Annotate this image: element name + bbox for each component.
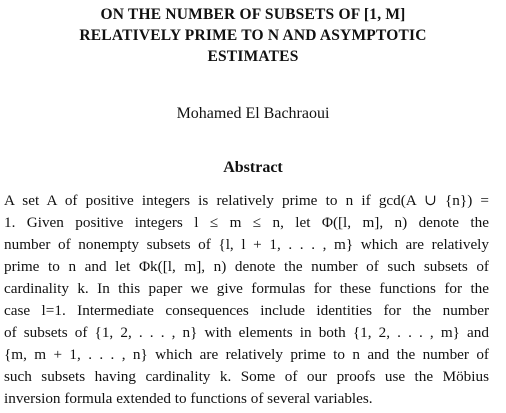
title-line-2: RELATIVELY PRIME TO N AND ASYMPTOTIC	[79, 27, 427, 44]
title-line-1: ON THE NUMBER OF SUBSETS OF [1, M]	[100, 6, 406, 23]
abstract-line: number of nonempty subsets of {l, l + 1, . . . , m} which are relatively	[4, 236, 489, 253]
abstract-line: cardinality k. In this paper we give formulas for these functions for the	[4, 280, 489, 297]
abstract-line: such subsets having cardinality k. Some of our proofs use the Möbius	[4, 368, 489, 385]
paper-title	[0, 4, 506, 67]
abstract-body	[4, 190, 489, 410]
abstract-line: of subsets of {1, 2, . . . , n} with elements in both {1, 2, . . . , m} and	[4, 324, 489, 341]
abstract-line: prime to n and let Φk([l, m], n) denote the number of such subsets of	[4, 258, 489, 275]
abstract-line: A set A of positive integers is relatively prime to n if gcd(A ∪ {n}) =	[4, 192, 489, 209]
abstract-line: 1. Given positive integers l ≤ m ≤ n, let Φ([l, m], n) denote the	[4, 214, 489, 231]
author-name: Mohamed El Bachraoui	[176, 105, 330, 122]
abstract-heading: Abstract	[223, 159, 283, 176]
title-line-3: ESTIMATES	[207, 48, 299, 65]
abstract-line: inversion formula extended to functions of several variables.	[4, 390, 373, 407]
abstract-line: {m, m + 1, . . . , n} which are relatively prime to n and the number of	[4, 346, 489, 363]
abstract-line: case l=1. Intermediate consequences include identities for the number	[4, 302, 489, 319]
